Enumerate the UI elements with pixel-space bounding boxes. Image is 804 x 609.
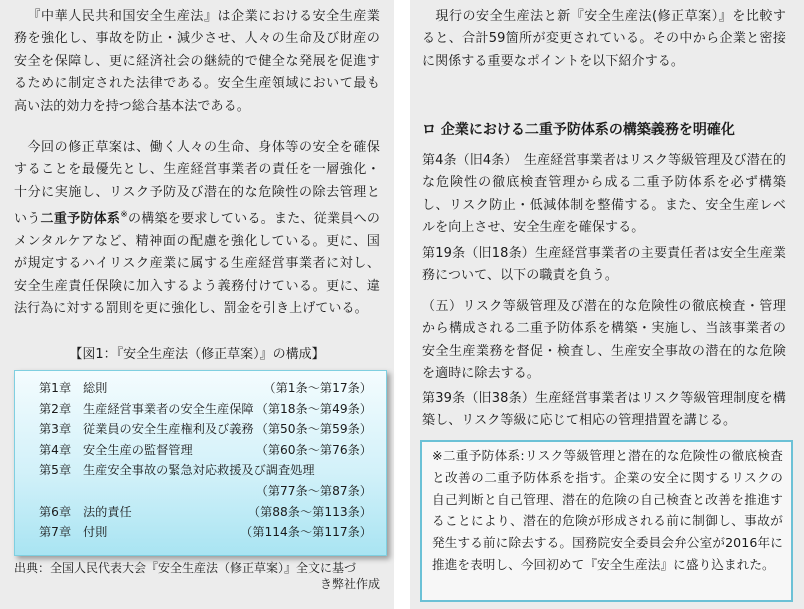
- chapter-row: [39, 399, 376, 420]
- chapter-number: 第6章: [39, 504, 72, 519]
- chapter-title: 付則: [83, 525, 108, 540]
- chapter-range: （第1条～第17条）: [263, 381, 372, 395]
- footnote-text: ※二重予防体系:リスク等級管理と潜在的な危険性の徹底検査と改善の二重予防体系を指す。企業の安全に関するリスクの自己判断と自己管理、潜在的危険の自己検査と改善を推進することにより、潜在的危険が形成される前に制御し、事故が発生する前に除去する。国務院安全委員会弁公室が2016年に推進を表明し、今回初めて『安全生産法』に盛り込まれた。: [432, 448, 783, 572]
- chapter-title: 安全生産の監督管理: [83, 442, 193, 457]
- chapter-row-continuation: [39, 481, 376, 502]
- chapter-title: 総則: [83, 381, 108, 395]
- intro-text: 『中華人民共和国安全生産法』は企業における安全生産業務を強化し、事故を防止・減少させ、人々の生命及び財産の安全を保障し、更に経済社会の継続的で健全な発展を促進するために制定された法律である。安全生産領域において最も高い法的効力を持つ総合基本法である。: [14, 9, 380, 114]
- article-19-item-5-paragraph: （五）リスク等級管理及び潜在的な危険性の徹底検査・管理から構成される二重予防体系を構築・実施し、当該事業者の安全生産業務を督促・検査し、生産安全事故の潜在的な危険を適時に除去する。: [422, 299, 786, 382]
- chapter-range: （第18条～第49条）: [255, 401, 372, 416]
- chapter-range: （第114条～第117条）: [240, 525, 372, 540]
- chapter-title: 法的責任: [83, 504, 132, 519]
- dual-prevention-term: 二重予防体系: [40, 211, 121, 227]
- chapter-range: （第77条～第87条）: [255, 483, 372, 498]
- footnote-box: [420, 440, 793, 602]
- chapter-number: 第4章: [39, 442, 72, 457]
- chapter-row: [39, 378, 376, 399]
- article-4-paragraph: 第4条（旧4条） 生産経営事業者はリスク等級管理及び潜在的な危険性の徹底検査管理から成る二重予防体系を必ず構築し、リスク防止・低減体制を整備する。また、安全生産レベルを向上させ、安全生産を確保する。: [422, 153, 786, 236]
- figure-caption: 【図1：『安全生産法（修正草案）』の構成】: [69, 347, 325, 362]
- comparison-paragraph: [422, 6, 786, 73]
- chapter-range: （第50条～第59条）: [255, 422, 372, 437]
- article-19-paragraph: 第19条（旧18条）生産経営事業者の主要責任者は安全生産業務について、以下の職責を負う。: [422, 246, 786, 284]
- chapter-range: （第60条～第76条）: [255, 442, 372, 457]
- chapter-title: 従業員の安全生産権利及び義務: [83, 422, 254, 437]
- section-heading: ロ 企業における二重予防体系の構築義務を明確化: [422, 122, 735, 138]
- chapter-number: 第7章: [39, 525, 72, 540]
- chapter-range: （第88条～第113条）: [247, 504, 372, 519]
- source-note: [14, 560, 380, 592]
- article-39-paragraph: 第39条（旧38条）生産経営事業者はリスク等級管理制度を構築し、リスク等級に応じて相応の管理措置を講じる。: [422, 391, 786, 429]
- chapter-row: [39, 460, 376, 481]
- footnote-marker: ※: [120, 210, 128, 221]
- chapter-number: 第3章: [39, 422, 72, 437]
- chapter-number: 第5章: [39, 463, 72, 478]
- draft-summary-paragraph: [14, 137, 380, 321]
- law-structure-box: [14, 370, 387, 556]
- chapter-title: 生産経営事業者の安全生産保障: [83, 401, 254, 416]
- chapter-number: 第2章: [39, 401, 72, 416]
- chapter-row: [39, 502, 376, 523]
- draft-summary-text-before: 今回の修正草案は、働く人々の生命、身体等の安全を確保することを最優先とし、生産経営事業者の責任を一層強化・十分に実施し、リスク予防及び潜在的な危険性の除去管理という: [14, 140, 380, 227]
- chapter-number: 第1章: [39, 381, 72, 395]
- source-line-2: き弊社作成: [319, 577, 380, 591]
- chapter-row: [39, 419, 376, 440]
- comparison-text: 現行の安全生産法と新『安全生産法(修正草案）』を比較すると、合計59箇所が変更されている。その中から企業と密接に関係する重要なポイントを以下紹介する。: [422, 9, 786, 69]
- chapter-row: [39, 522, 376, 543]
- chapter-row: [39, 440, 376, 461]
- chapter-title: 生産安全事故の緊急対応救援及び調査処理: [83, 463, 315, 478]
- source-line-1: 出典：全国人民代表大会『安全生産法（修正草案）』全文に基づ: [14, 561, 357, 575]
- draft-summary-text-after: の構築を要求している。また、従業員へのメンタルケアなど、精神面の配慮を強化している。更に、国が規定するハイリスク産業に属する生産経営事業者に対し、安全生産責任保険に加入するよう義務付けている。更に、違法行為に対する罰則を更に強化し、罰金を引き上げている。: [14, 211, 380, 317]
- intro-paragraph: [14, 6, 380, 118]
